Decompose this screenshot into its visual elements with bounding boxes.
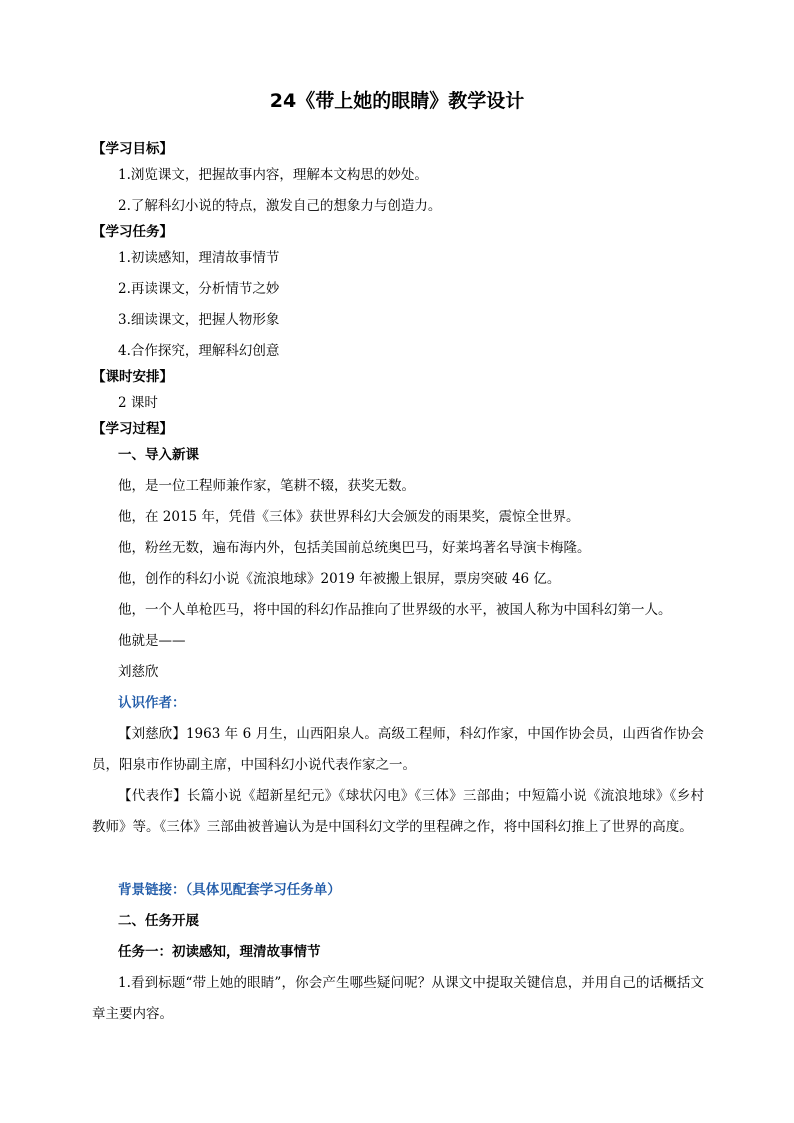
task-item: 4.合作探究，理解科幻创意	[118, 343, 280, 359]
process-heading: 【学习过程】	[92, 421, 173, 437]
section-heading: 一、导入新课	[118, 447, 199, 463]
schedule-heading: 【课时安排】	[92, 369, 173, 385]
intro-line: 他，创作的科幻小说《流浪地球》2019 年被搬上银屏，票房突破 46 亿。	[118, 571, 561, 587]
tasks-heading: 【学习任务】	[92, 224, 173, 240]
background-label: 背景链接：	[118, 882, 186, 898]
document-title: 24《带上她的眼睛》教学设计	[269, 90, 525, 112]
section-heading: 二、任务开展	[118, 913, 199, 929]
intro-line: 他，在 2015 年，凭借《三体》获世界科幻大会颁发的雨果奖，震惊全世界。	[118, 509, 580, 525]
author-name: 刘慈欣	[118, 664, 159, 680]
schedule-value: 2 课时	[118, 395, 158, 411]
goal-item: 2.了解科幻小说的特点，激发自己的想象力与创造力。	[118, 198, 442, 214]
task-item: 3.细读课文，把握人物形象	[118, 312, 280, 328]
author-label: 认识作者：	[118, 695, 186, 711]
task-item: 2.再读课文，分析情节之妙	[118, 281, 280, 297]
task-title: 任务一：初读感知，理清故事情节	[118, 944, 321, 960]
representative-works: 【代表作】长篇小说《超新星纪元》《球状闪电》《三体》三部曲；中短篇小说《流浪地球》《乡村教师》等。《三体》三部曲被普遍认为是中国科幻文学的里程碑之作，将中国科幻推上了世界的高度。	[92, 788, 704, 835]
background-note: （具体见配套学习任务单）	[185, 882, 341, 898]
intro-line: 他，是一位工程师兼作家，笔耕不辍，获奖无数。	[118, 478, 415, 494]
goals-heading: 【学习目标】	[92, 141, 173, 157]
task-item: 1.初读感知，理清故事情节	[118, 250, 280, 266]
author-bio: 【刘慈欣】1963 年 6 月生，山西阳泉人。高级工程师，科幻作家，中国作协会员，山西省作协会员，阳泉市作协副主席，中国科幻小说代表作家之一。	[92, 726, 704, 773]
intro-line: 他，一个人单枪匹马，将中国的科幻作品推向了世界级的水平，被国人称为中国科幻第一人。	[118, 602, 672, 618]
background-link	[118, 880, 341, 900]
task-question: 1.看到标题“带上她的眼睛”，你会产生哪些疑问呢？从课文中提取关键信息，并用自己的话概括文章主要内容。	[92, 975, 704, 1022]
intro-line: 他，粉丝无数，遍布海内外，包括美国前总统奥巴马，好莱坞著名导演卡梅隆。	[118, 540, 591, 556]
intro-line: 他就是——	[118, 633, 186, 649]
goal-item: 1.浏览课文，把握故事内容，理解本文构思的妙处。	[118, 167, 428, 183]
